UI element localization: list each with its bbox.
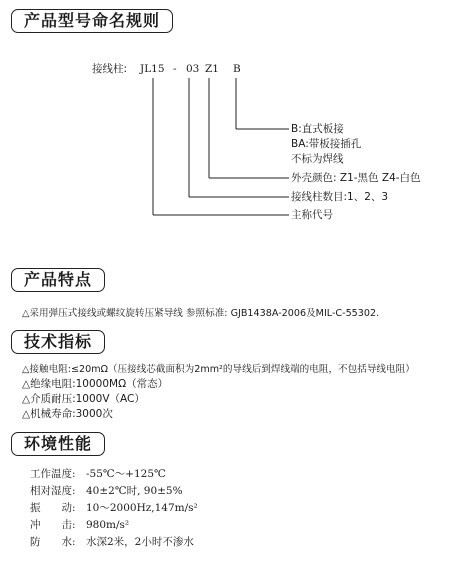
env-value: 水深2米，2小时不渗水 [86,536,194,548]
env-label: 相对湿度: [30,485,76,497]
model-code-mount: B [233,63,241,75]
env-value: 40±2℃时, 90±5% [86,485,183,497]
spec-value: ≤20mΩ（压接线芯截面积为2mm²的导线后到焊线端的电阻，不包括导线电阻） [71,364,415,375]
spec-label: △介质耐压: [22,393,76,405]
specs-section-title: 技术指标 [11,330,105,354]
features-text: △采用弹压式接线或螺纹旋转压紧导线 参照标准: GJB1438A-2006及MIL-C-55302. [22,308,380,319]
model-code-dash: - [173,63,177,75]
env-value: 10～2000Hz,147m/s² [86,502,198,514]
env-shock [30,519,129,532]
spec-value: 1000V（AC） [75,393,145,405]
legend-mount-solder: 不标为焊线 [291,153,344,165]
spec-mechanical-life [22,408,113,421]
spec-value: 10000MΩ（常态） [75,378,169,390]
env-label: 振 动: [30,502,76,514]
features-section-title: 产品特点 [11,268,105,292]
spec-label: △接触电阻: [22,364,71,375]
env-humidity [30,485,183,498]
env-label: 防 水: [30,536,76,548]
env-operating-temp [30,468,166,481]
spec-contact-resistance [22,363,415,376]
legend-post-count: 接线柱数目:1、2、3 [291,191,389,203]
environment-section-title: 环境性能 [11,432,105,456]
env-vibration [30,502,198,515]
spec-insulation-resistance [22,378,168,391]
legend-main-code: 主称代号 [291,209,333,221]
spec-label: △机械寿命: [22,408,76,420]
env-waterproof [30,536,194,549]
spec-label: △绝缘电阻: [22,378,76,390]
legend-mount-socket: BA:带板接插孔 [291,138,362,150]
model-code-count: 03 [186,63,200,75]
model-code-color: Z1 [205,63,219,75]
spec-value: 3000次 [75,408,113,420]
env-label: 冲 击: [30,519,76,531]
spec-dielectric-voltage [22,393,145,406]
naming-section-title: 产品型号命名规则 [11,9,173,33]
env-value: -55℃～+125℃ [86,468,166,480]
model-code-series: JL15 [140,63,165,75]
env-label: 工作温度: [30,468,76,480]
legend-mount-straight: B:直式板接 [291,123,344,135]
legend-shell-color: 外壳颜色: Z1-黑色 Z4-白色 [291,172,421,184]
env-value: 980m/s² [86,519,130,531]
model-prefix-label: 接线柱: [92,63,128,75]
